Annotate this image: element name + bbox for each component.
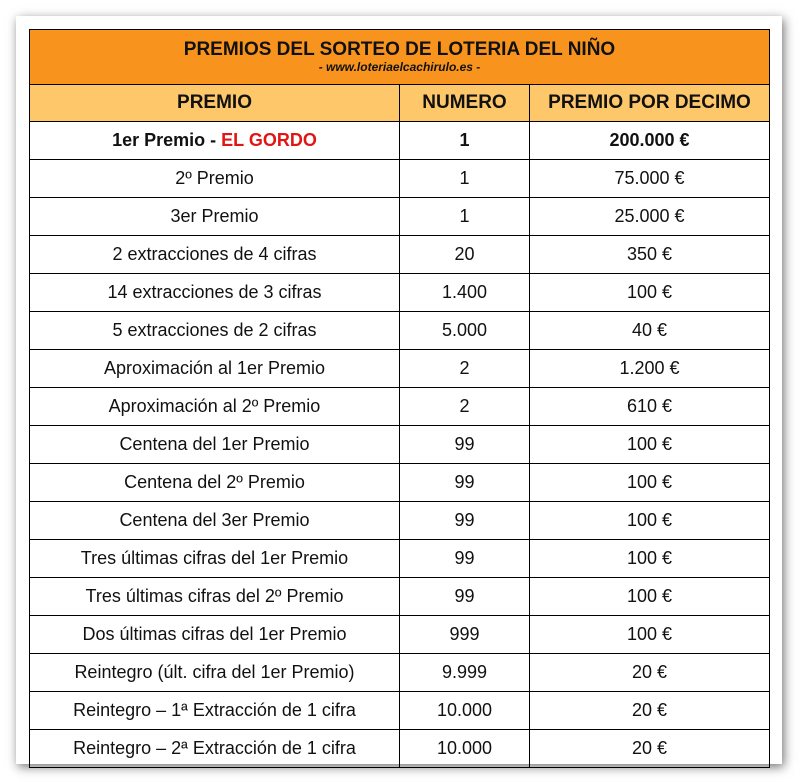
table-row [30,578,770,616]
premio-cell: 2 extracciones de 4 cifras [30,236,400,274]
premio-cell: 5 extracciones de 2 cifras [30,312,400,350]
premio-cell: Centena del 3er Premio [30,502,400,540]
table-row [30,616,770,654]
premio-cell: Centena del 1er Premio [30,426,400,464]
numero-cell: 99 [400,464,530,502]
premio-cell: 2º Premio [30,160,400,198]
table-row [30,312,770,350]
decimo-cell: 20 € [530,692,770,730]
decimo-cell: 20 € [530,654,770,692]
numero-cell: 20 [400,236,530,274]
el-gordo-highlight: EL GORDO [221,130,317,150]
table-row [30,730,770,768]
numero-cell: 2 [400,350,530,388]
decimo-cell: 20 € [530,730,770,768]
numero-cell: 99 [400,426,530,464]
numero-cell: 999 [400,616,530,654]
first-prize-numero: 1 [400,122,530,160]
table-row [30,236,770,274]
decimo-cell: 610 € [530,388,770,426]
decimo-cell: 100 € [530,616,770,654]
premio-cell: Reintegro – 2ª Extracción de 1 cifra [30,730,400,768]
first-prize-row [30,122,770,160]
title-row [30,30,770,85]
first-prize-label [30,122,400,160]
table-row [30,350,770,388]
premio-cell: Reintegro – 1ª Extracción de 1 cifra [30,692,400,730]
prize-card [16,16,782,764]
table-row [30,540,770,578]
header-numero: NUMERO [400,85,530,122]
numero-cell: 99 [400,502,530,540]
table-row [30,502,770,540]
decimo-cell: 100 € [530,464,770,502]
premio-cell: Dos últimas cifras del 1er Premio [30,616,400,654]
numero-cell: 10.000 [400,692,530,730]
decimo-cell: 100 € [530,426,770,464]
decimo-cell: 100 € [530,274,770,312]
website-subtitle: - www.loteriaelcachirulo.es - [318,60,481,75]
decimo-cell: 25.000 € [530,198,770,236]
premio-cell: Tres últimas cifras del 2º Premio [30,578,400,616]
premio-cell: Tres últimas cifras del 1er Premio [30,540,400,578]
premio-cell: 3er Premio [30,198,400,236]
premio-cell: 14 extracciones de 3 cifras [30,274,400,312]
numero-cell: 99 [400,540,530,578]
table-row [30,388,770,426]
premio-cell: Reintegro (últ. cifra del 1er Premio) [30,654,400,692]
premio-cell: Aproximación al 1er Premio [30,350,400,388]
numero-cell: 10.000 [400,730,530,768]
table-row [30,426,770,464]
numero-cell: 1 [400,160,530,198]
prize-table [29,29,770,768]
header-premio: PREMIO [30,85,400,122]
decimo-cell: 100 € [530,502,770,540]
table-row [30,464,770,502]
decimo-cell: 100 € [530,540,770,578]
first-prize-text: 1er Premio - [112,130,222,150]
premio-cell: Aproximación al 2º Premio [30,388,400,426]
decimo-cell: 40 € [530,312,770,350]
decimo-cell: 1.200 € [530,350,770,388]
table-row [30,692,770,730]
numero-cell: 2 [400,388,530,426]
table-row [30,654,770,692]
table-row [30,274,770,312]
numero-cell: 1 [400,198,530,236]
first-prize-decimo: 200.000 € [530,122,770,160]
decimo-cell: 75.000 € [530,160,770,198]
table-row [30,160,770,198]
header-row [30,85,770,122]
premio-cell: Centena del 2º Premio [30,464,400,502]
title-cell [30,30,770,85]
numero-cell: 9.999 [400,654,530,692]
table-row [30,198,770,236]
header-premio-por-decimo: PREMIO POR DECIMO [530,85,770,122]
table-title: PREMIOS DEL SORTEO DE LOTERIA DEL NIÑO [183,39,616,61]
decimo-cell: 100 € [530,578,770,616]
numero-cell: 1.400 [400,274,530,312]
numero-cell: 99 [400,578,530,616]
decimo-cell: 350 € [530,236,770,274]
numero-cell: 5.000 [400,312,530,350]
